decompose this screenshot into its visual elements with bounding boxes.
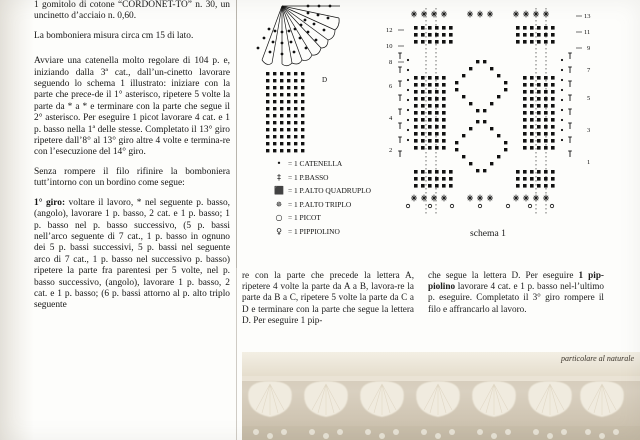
chain-stitch-icon: • xyxy=(276,159,282,168)
svg-text:6: 6 xyxy=(389,83,393,90)
picot-icon: ○ xyxy=(275,213,283,223)
middle-column-paragraph: re con la parte che precede la lettera A, ripetere 4 volte la parte da A a B, lavora-re la parte da B a C, ripetere 5 volte la parte da C a D e terminare con la parte che segue la lettera D. Per eseguire 1 pip- xyxy=(242,270,414,325)
svg-text:1: 1 xyxy=(587,159,591,166)
legend-item xyxy=(272,171,371,185)
schema-row-numbers-left xyxy=(386,27,393,154)
left-text-column xyxy=(34,0,230,440)
svg-text:4: 4 xyxy=(389,115,393,122)
svg-text:8: 8 xyxy=(389,59,393,66)
first-round-label: 1° giro: xyxy=(34,197,66,208)
border-intro-paragraph: Senza rompere il filo rifinire la bomboniera tutt’intorno con un bordino come segue: xyxy=(34,166,230,189)
column-divider-lower xyxy=(236,268,237,440)
materials-paragraph: 1 gomitolo di cotone “CORDONET-TO” n. 30, un uncinetto d’acciaio n. 0,60. xyxy=(34,0,230,22)
legend-item xyxy=(272,157,371,171)
legend-label: = 1 P.ALTO TRIPLO xyxy=(288,199,352,209)
legend-item xyxy=(272,184,371,198)
instructions-paragraph: Avviare una catenella molto regolare di 104 p. e, iniziando dalla 3ª cat., dall’un-cinetto lavorare seguendo lo schema 1 illustrato: iniziare con la parte che prece-de il 1° asterisco, ripetere 5 volte la parte da * a * e terminare con la parte che segue il 2° asterisco. Per eseguire 1 picot lavorare 4 cat. e 1 p. basso nella 1ª delle stesse. Completato il 13° giro ripetere dall’8° al 13° giro altre 4 volte e termina-re con l’esecuzione del 14° giro. xyxy=(34,56,230,158)
svg-text:12: 12 xyxy=(386,27,393,34)
svg-text:3: 3 xyxy=(587,127,591,134)
pippiolino-icon: ♀ xyxy=(276,226,282,236)
lace-detail-photo xyxy=(242,352,640,440)
legend-item xyxy=(272,211,371,225)
column-divider xyxy=(236,0,237,268)
schema-left-grid xyxy=(266,72,304,152)
page-left-margin xyxy=(0,0,34,440)
schema-caption: schema 1 xyxy=(470,228,506,239)
schema-legend xyxy=(272,157,371,239)
size-paragraph: La bomboniera misura circa cm 15 di lato. xyxy=(34,30,194,41)
first-round-text: voltare il lavoro, * nel seguente p. basso, (angolo), lavorare 1 p. basso, 2 cat. e 1 p. basso; 1 p. basso nel p. basso successivo, (5 p. bassi nell’arco seguente di 7 cat., 1 p. basso in ognuno dei 5 p. bassi successivi, 5 p. bassi nel seguente arco di 7 cat., 1 p. basso nel successivo p. basso) ripetere la parte fra parentesi per 5 volte, nel p. basso successivo, (angolo), lavorare 1 p. basso, 2 cat. e 1 p. basso; (6 p. bassi attorno al p. alto triplo seguente xyxy=(34,197,230,311)
svg-text:13: 13 xyxy=(584,13,591,20)
legend-label: = 1 P.ALTO QUADRUPLO xyxy=(288,186,372,196)
single-crochet-icon: ‡ xyxy=(277,172,281,182)
schema-row-numbers-right xyxy=(584,13,591,166)
triple-treble-icon: ✵ xyxy=(275,199,283,209)
legend-label: = 1 PIPPIOLINO xyxy=(288,226,340,236)
svg-text:5: 5 xyxy=(587,95,591,102)
legend-label: = 1 CATENELLA xyxy=(288,159,343,168)
svg-text:11: 11 xyxy=(584,29,591,36)
svg-text:9: 9 xyxy=(587,45,591,52)
first-round-paragraph xyxy=(34,198,230,312)
right-text-bold: 1 pip-piolino xyxy=(428,270,604,292)
right-text-before: che segue la lettera D. Per eseguire xyxy=(428,270,579,280)
schema-corner-fan xyxy=(257,5,340,66)
schema-letter-D: D xyxy=(322,76,328,84)
photo-caption: particolare al naturale xyxy=(560,354,634,363)
legend-label: = 1 P.BASSO xyxy=(288,172,329,182)
right-text-after: lavorare 4 cat. e 1 p. basso nel-l’ultimo p. eseguire. Completato il 3° giro rompere il filo e affrancarlo al lavoro. xyxy=(428,281,604,314)
svg-text:2: 2 xyxy=(389,147,393,154)
right-text-column xyxy=(428,270,604,315)
legend-item xyxy=(272,225,371,239)
svg-text:7: 7 xyxy=(587,67,591,74)
schema-main-grid xyxy=(398,8,572,215)
quadruple-treble-icon: ⬛ xyxy=(274,186,284,196)
right-column-paragraph xyxy=(428,270,604,315)
legend-item xyxy=(272,198,371,212)
middle-text-column xyxy=(242,270,414,326)
legend-label: = 1 PICOT xyxy=(288,213,321,223)
svg-text:10: 10 xyxy=(386,43,393,50)
